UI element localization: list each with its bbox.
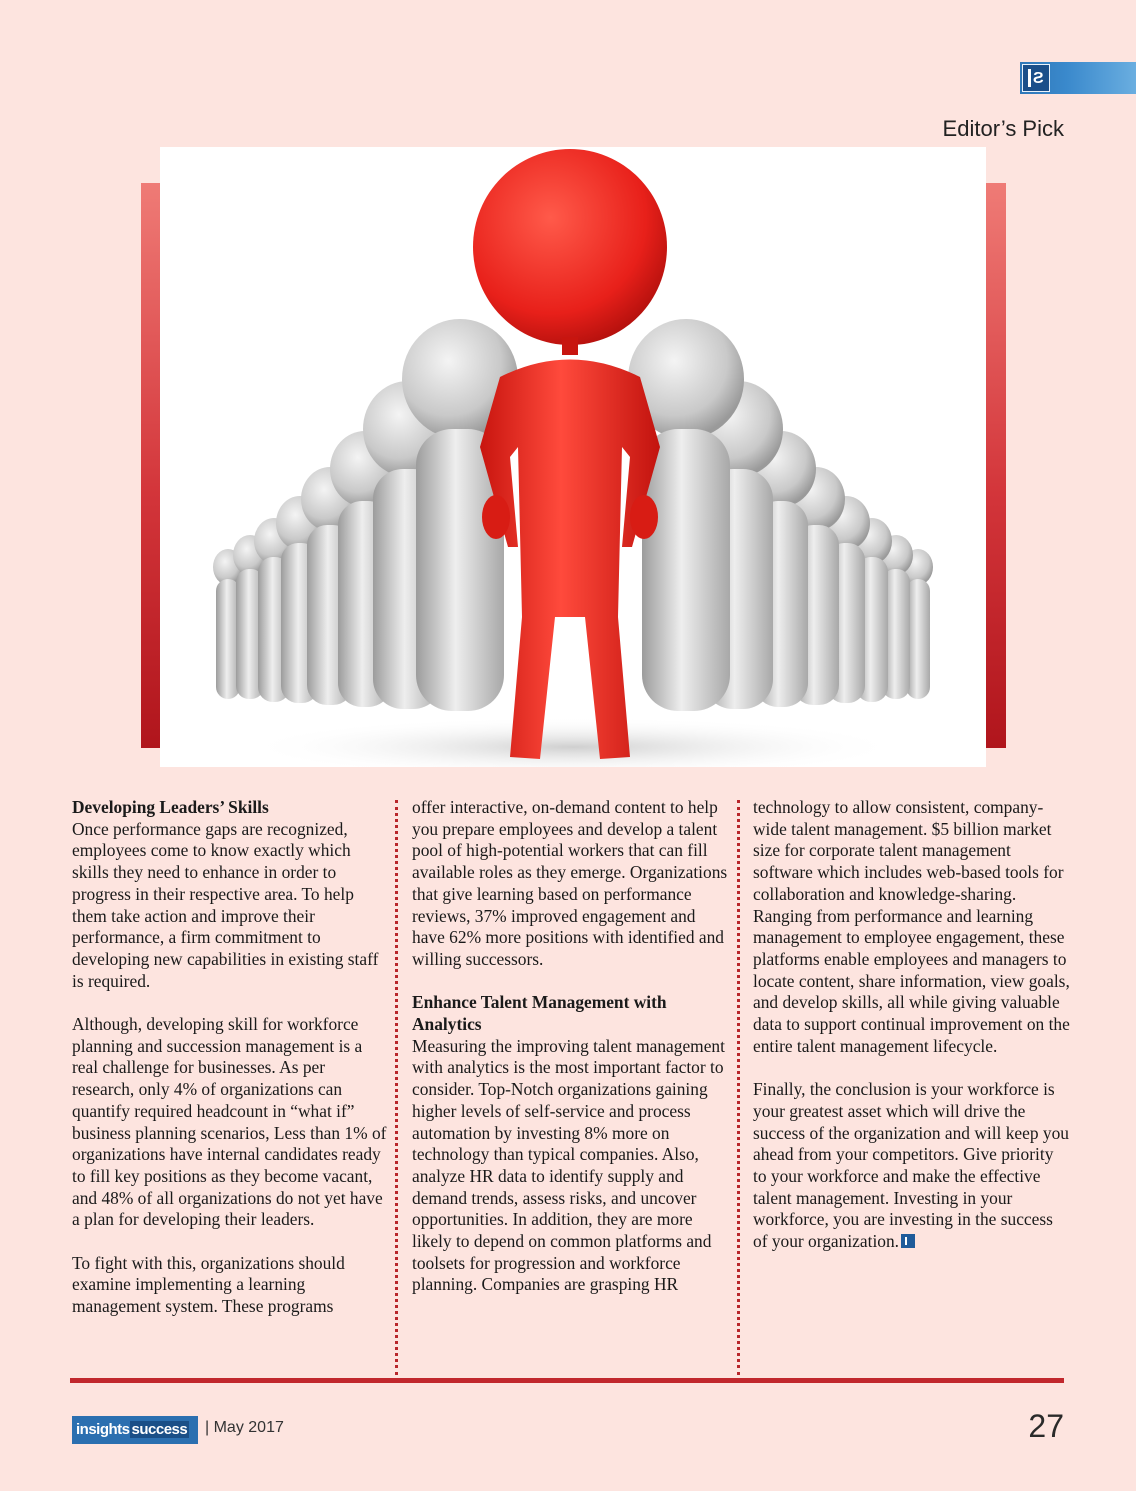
section-label: Editor’s Pick <box>942 116 1064 141</box>
hero-image <box>160 147 986 767</box>
subheading-enhance-talent: Enhance Talent Management with Analytics <box>412 992 667 1035</box>
article-column-2 <box>412 797 730 1318</box>
footer-rule <box>70 1378 1064 1383</box>
page-number: 27 <box>1028 1408 1064 1444</box>
article-column-1 <box>72 797 390 1340</box>
logo-success-text: success <box>131 1421 188 1438</box>
paragraph: technology to allow consistent, company-wide talent management. $5 billion market size for corporate talent management software which includes web-based tools for collaboration and knowledge-sharing. Ranging from performance and learning management to employee engagement, these platforms enable employees and managers to locate content, share information, view goals, and develop skills, all while giving valuable data to support continual improvement on the entire talent management lifecycle. <box>753 797 1070 1056</box>
logo-insights-text: insights <box>76 1421 130 1438</box>
magazine-tab <box>1020 62 1136 94</box>
column-divider <box>737 800 740 1375</box>
leader-figures-illustration <box>160 147 986 767</box>
article-column-3 <box>753 797 1071 1274</box>
issue-date: | May 2017 <box>205 1419 284 1436</box>
paragraph: offer interactive, on-demand content to help you prepare employees and develop a talent pool of high-potential workers that can fill available roles as they emerge. Organizations that give learning based on performance reviews, 37% improved engagement and have 62% more positions with identified and willing successors. <box>412 797 728 969</box>
paragraph: Once performance gaps are recognized, employees come to know exactly which skills they need to enhance in order to progress in their respective area. To help them take action and improve their performance, a firm commitment to developing new capabilities in existing staff is required. <box>72 818 379 991</box>
paragraph: To fight with this, organizations should examine implementing a learning management system. These programs <box>72 1252 345 1317</box>
paragraph: Although, developing skill for workforce planning and succession management is a real challenge for businesses. As per research, only 4% of organizations can quantify required headcount in “what if” business planning scenarios, Less than 1% of organizations have internal candidates ready to fill key positions as they become vacant, and 48% of all organizations do not yet have a plan for developing their leaders. <box>72 1014 387 1230</box>
column-divider <box>395 800 398 1375</box>
end-mark-icon <box>901 1234 915 1248</box>
magazine-logo-icon: S <box>1022 64 1050 92</box>
paragraph: Finally, the conclusion is your workforce is your greatest asset which will drive the success of the organization and will keep you ahead from your competitors. Give priority to your workforce and make the effective talent management. Investing in your workforce, you are investing in the success of your organization. <box>753 1079 1070 1252</box>
publication-logo <box>72 1416 198 1444</box>
subheading-developing-leaders: Developing Leaders’ Skills <box>72 797 269 817</box>
paragraph: Measuring the improving talent management with analytics is the most important factor to consider. Top-Notch organizations gaining higher levels of self-service and process automation by investing 8% more on technology than typical companies. Also, analyze HR data to identify supply and demand trends, assess risks, and uncover opportunities. In addition, they are more likely to depend on common platforms and toolsets for progression and workforce planning. Companies are grasping HR <box>412 1035 725 1295</box>
